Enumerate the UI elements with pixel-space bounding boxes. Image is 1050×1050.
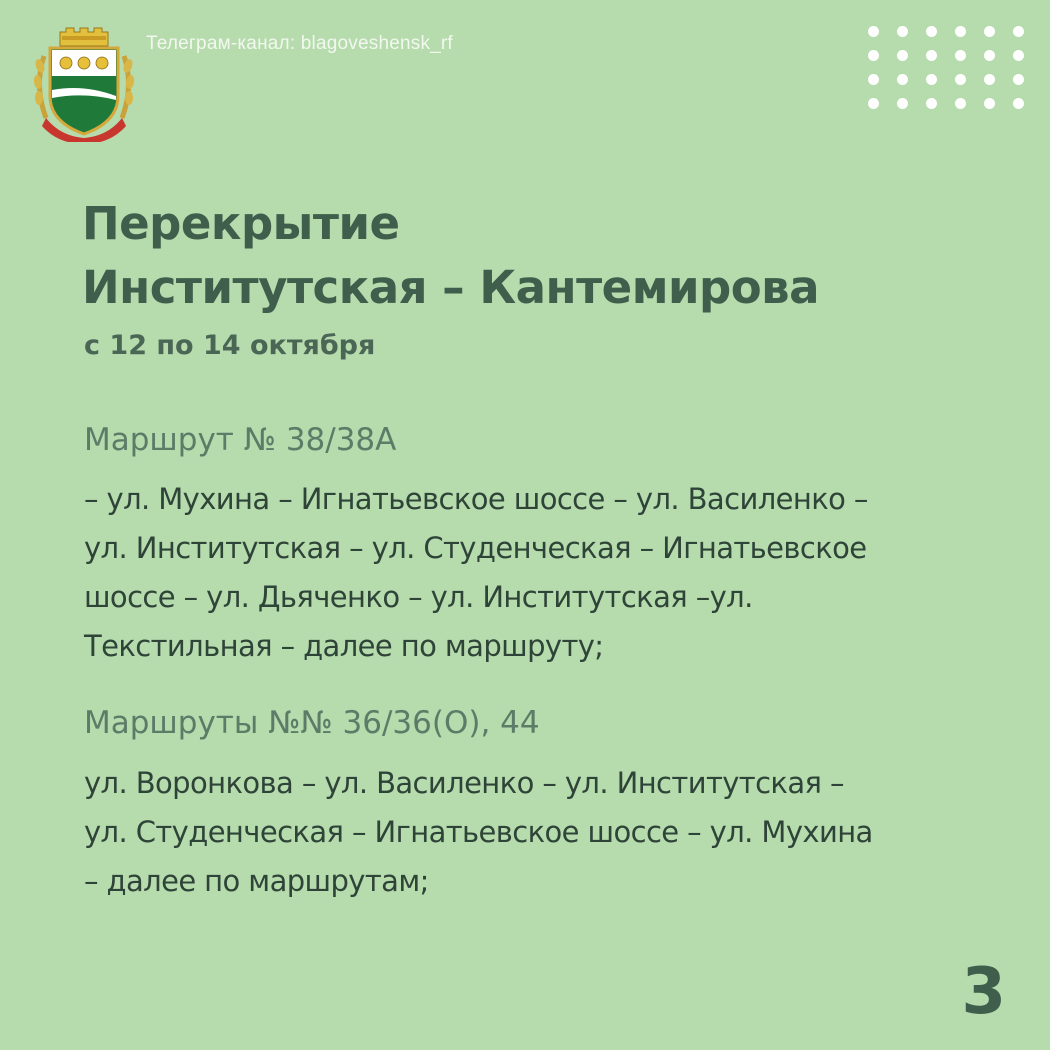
route-heading-38: Маршрут № 38/38А: [84, 422, 397, 458]
route-line: – ул. Мухина – Игнатьевское шоссе – ул. Василенко –: [84, 482, 868, 516]
route-heading-36-44: Маршруты №№ 36/36(О), 44: [84, 705, 540, 741]
route-line: ул. Студенческая – Игнатьевское шоссе – ул. Мухина: [84, 815, 873, 849]
page-number: 3: [961, 955, 1006, 1029]
title-line-2: Институтская – Кантемирова: [82, 261, 819, 314]
route-line: Текстильная – далее по маршруту;: [84, 629, 604, 663]
title-line-1: Перекрытие: [82, 197, 400, 250]
route-line: ул. Воронкова – ул. Василенко – ул. Институтская –: [84, 766, 844, 800]
decorative-dot-grid: [868, 26, 1026, 110]
telegram-channel-label: Телеграм-канал: blagoveshensk_rf: [146, 33, 453, 54]
route-description-38: [84, 475, 1004, 671]
route-line: – далее по маршрутам;: [84, 864, 429, 898]
city-coat-of-arms-logo: [30, 26, 138, 142]
route-description-36-44: [84, 759, 1004, 906]
page-title: [82, 192, 819, 320]
closure-dates: с 12 по 14 октября: [84, 330, 376, 361]
route-line: ул. Институтская – ул. Студенческая – Игнатьевское: [84, 531, 867, 565]
route-line: шоссе – ул. Дьяченко – ул. Институтская –ул.: [84, 580, 753, 614]
